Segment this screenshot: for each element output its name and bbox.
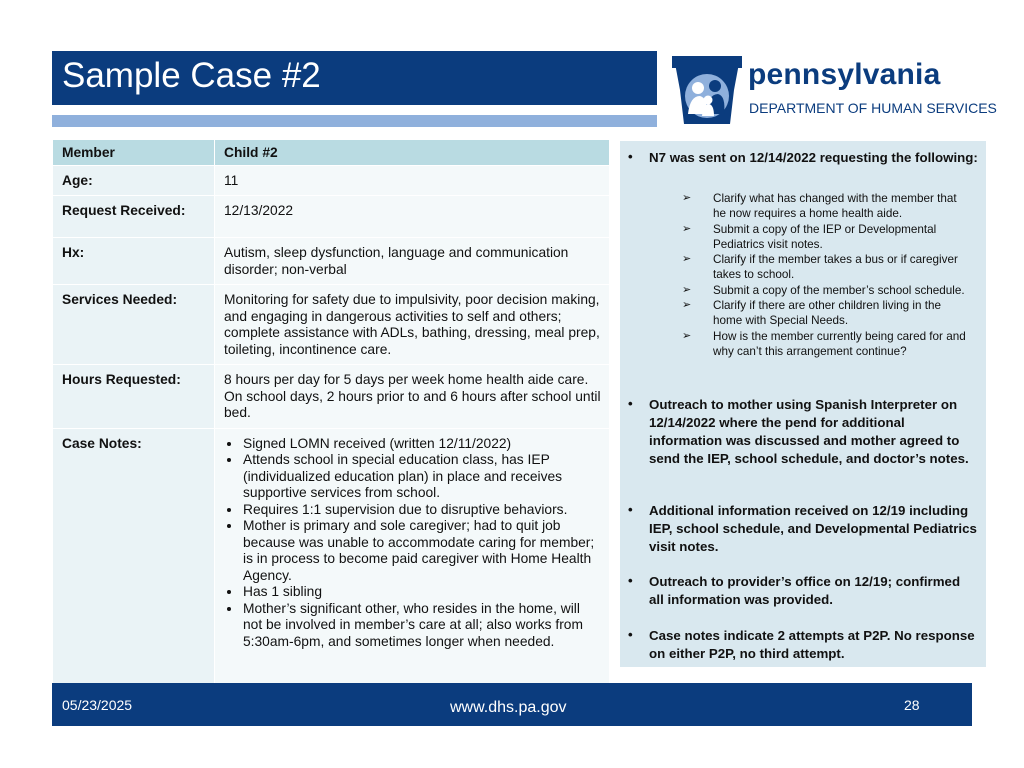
list-item — [628, 502, 978, 556]
bullet-icon: • — [628, 627, 633, 642]
list-item — [682, 222, 972, 253]
page-number: 28 — [904, 697, 920, 713]
sublist-text: How is the member currently being cared for and why can’t this arrangement continue? — [713, 329, 966, 358]
list-item: • Attends school in special education class, has IEP (individualized education plan) in place and receives supportive services from school. — [242, 452, 601, 502]
row-label: Hx: — [53, 238, 215, 285]
pa-dhs-logo — [672, 56, 1002, 126]
table-row-hx — [53, 238, 610, 285]
row-label: Request Received: — [53, 196, 215, 238]
row-value: Autism, sleep dysfunction, language and communication disorder; non-verbal — [215, 238, 610, 285]
row-value: 12/13/2022 — [215, 196, 610, 238]
request-sublist — [682, 191, 972, 359]
logo-state-name: pennsylvania — [748, 58, 941, 91]
followup-text: Outreach to provider’s office on 12/19; confirmed all information was provided. — [649, 574, 961, 607]
footer-date: 05/23/2025 — [62, 697, 133, 713]
arrow-bullet-icon: ➢ — [682, 192, 692, 204]
list-item — [682, 329, 972, 360]
table-row-request-received — [53, 196, 610, 238]
table-row-hours-requested — [53, 365, 610, 429]
list-item — [682, 191, 972, 222]
row-label: Age: — [53, 165, 215, 196]
table-row-services-needed — [53, 285, 610, 365]
case-table — [52, 139, 610, 686]
list-item: • Requires 1:1 supervision due to disruptive behaviors. — [242, 502, 601, 519]
header-label: Member — [53, 140, 215, 166]
list-item — [628, 149, 978, 167]
title-bar — [52, 51, 657, 105]
table-row-age — [53, 165, 610, 196]
followup-text: Case notes indicate 2 attempts at P2P. No response on either P2P, no third attempt. — [649, 628, 975, 661]
page-title: Sample Case #2 — [62, 56, 321, 95]
footer-bar — [52, 683, 972, 726]
arrow-bullet-icon: ➢ — [682, 222, 692, 235]
followup-text: Outreach to mother using Spanish Interpreter on 12/14/2022 where the pend for additional information was discussed and mother agreed to send the IEP, school schedule, and doctor’s notes. — [649, 397, 969, 466]
keystone-family-icon — [672, 56, 742, 126]
title-underline — [52, 115, 657, 127]
followup-text: N7 was sent on 12/14/2022 requesting the following: — [649, 150, 978, 165]
bullet-icon: • — [628, 573, 633, 588]
arrow-bullet-icon: ➢ — [682, 299, 692, 312]
row-value — [215, 428, 610, 685]
row-label: Case Notes: — [53, 428, 215, 685]
list-item: • Has 1 sibling — [242, 584, 601, 601]
list-item — [682, 283, 972, 298]
row-label: Hours Requested: — [53, 365, 215, 429]
list-item — [682, 298, 972, 329]
list-item — [628, 396, 978, 468]
table-header-row — [53, 140, 610, 166]
bullet-icon: • — [628, 396, 633, 411]
list-item — [682, 252, 972, 283]
row-value: Monitoring for safety due to impulsivity, poor decision making, and engaging in dangerous activities to self and others; complete assistance with ADLs, bathing, dressing, meal prep, toileting, incontinence care. — [215, 285, 610, 365]
followup-text: Additional information received on 12/19 including IEP, school schedule, and Developmental Pediatrics visit notes. — [649, 503, 977, 554]
arrow-bullet-icon: ➢ — [682, 253, 692, 266]
list-item: • Mother’s significant other, who resides in the home, will not be involved in member’s care at all; also works from 5:30am-6pm, and sometimes longer when needed. — [242, 601, 601, 651]
arrow-bullet-icon: ➢ — [682, 329, 692, 342]
bullet-icon: • — [628, 149, 633, 164]
arrow-bullet-icon: ➢ — [682, 283, 692, 296]
sublist-text: Clarify if there are other children living in the home with Special Needs. — [713, 299, 942, 328]
bullet-icon: • — [628, 502, 633, 517]
list-item: • Signed LOMN received (written 12/11/2022) — [242, 436, 601, 453]
table-row-case-notes — [53, 428, 610, 685]
sublist-text: Submit a copy of the member’s school schedule. — [713, 283, 965, 297]
list-item — [628, 573, 978, 609]
row-value: 8 hours per day for 5 days per week home health aide care. On school days, 2 hours prior to and 6 hours after school until bed. — [215, 365, 610, 429]
header-value: Child #2 — [215, 140, 610, 166]
case-notes-list — [224, 436, 601, 651]
sublist-text: Clarify what has changed with the member that he now requires a home health aide. — [713, 192, 957, 221]
sublist-text: Submit a copy of the IEP or Developmental Pediatrics visit notes. — [713, 222, 937, 251]
footer-url: www.dhs.pa.gov — [450, 699, 567, 716]
row-value: 11 — [215, 165, 610, 196]
logo-department-name: DEPARTMENT OF HUMAN SERVICES — [749, 100, 997, 116]
list-item: • Mother is primary and sole caregiver; had to quit job because was unable to accommodate caring for member; is in process to become paid caregiver with Home Health Agency. — [242, 518, 601, 584]
row-label: Services Needed: — [53, 285, 215, 365]
sublist-text: Clarify if the member takes a bus or if caregiver takes to school. — [713, 253, 958, 282]
list-item — [628, 627, 978, 663]
followup-panel — [620, 141, 986, 667]
